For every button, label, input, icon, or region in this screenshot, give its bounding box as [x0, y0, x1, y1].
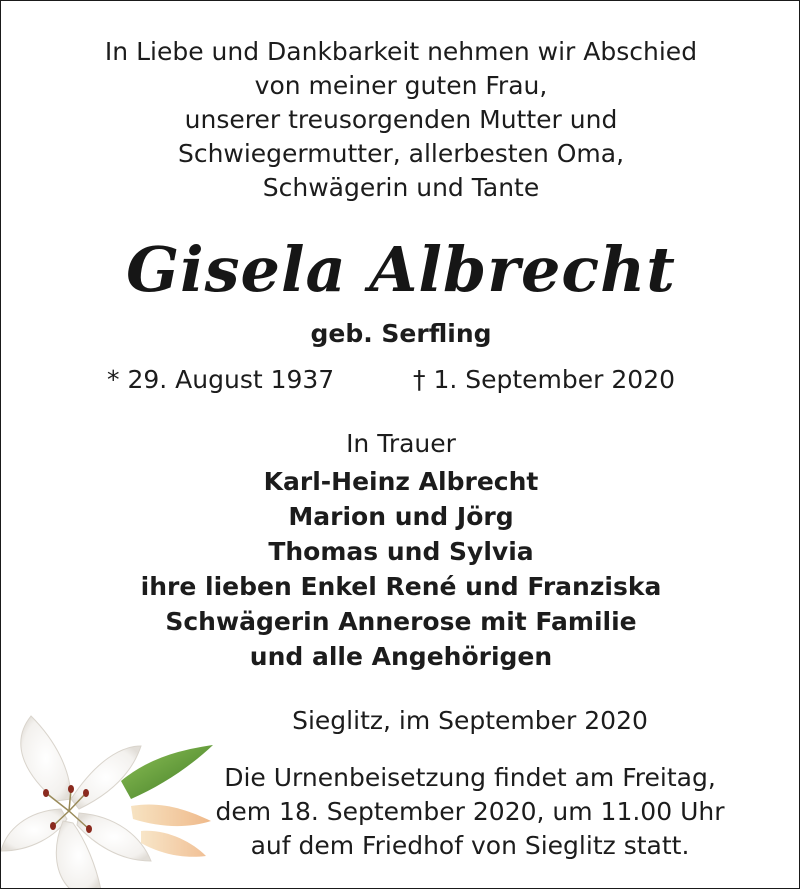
mourner-6: und alle Angehörigen: [249, 642, 553, 671]
intro-line-2: von meiner guten Frau,: [254, 71, 548, 100]
intro-line-5: Schwägerin und Tante: [262, 173, 540, 202]
intro-line-3: unserer treusorgenden Mutter und: [184, 105, 618, 134]
deceased-name: Gisela Albrecht: [126, 233, 676, 306]
mourner-2: Marion und Jörg: [288, 502, 514, 531]
mourner-3: Thomas und Sylvia: [268, 537, 534, 566]
birth-date: * 29. August 1937: [107, 365, 335, 394]
burial-line-1: Die Urnenbeisetzung findet am Freitag,: [224, 763, 716, 792]
death-date: † 1. September 2020: [413, 365, 675, 394]
intro-line-1: In Liebe und Dankbarkeit nehmen wir Abschied: [104, 37, 698, 66]
mourner-5: Schwägerin Annerose mit Familie: [165, 607, 637, 636]
birth-name: geb. Serfling: [310, 319, 492, 348]
mourner-1: Karl-Heinz Albrecht: [263, 467, 539, 496]
intro-line-4: Schwiegermutter, allerbesten Oma,: [177, 139, 625, 168]
lily-flower-icon: [1, 701, 221, 889]
burial-line-2: dem 18. September 2020, um 11.00 Uhr: [215, 797, 725, 826]
mourning-heading: In Trauer: [346, 429, 456, 458]
place-date: Sieglitz, im September 2020: [292, 706, 648, 735]
mourner-4: ihre lieben Enkel René und Franziska: [140, 572, 662, 601]
burial-line-3: auf dem Friedhof von Sieglitz statt.: [250, 831, 690, 860]
